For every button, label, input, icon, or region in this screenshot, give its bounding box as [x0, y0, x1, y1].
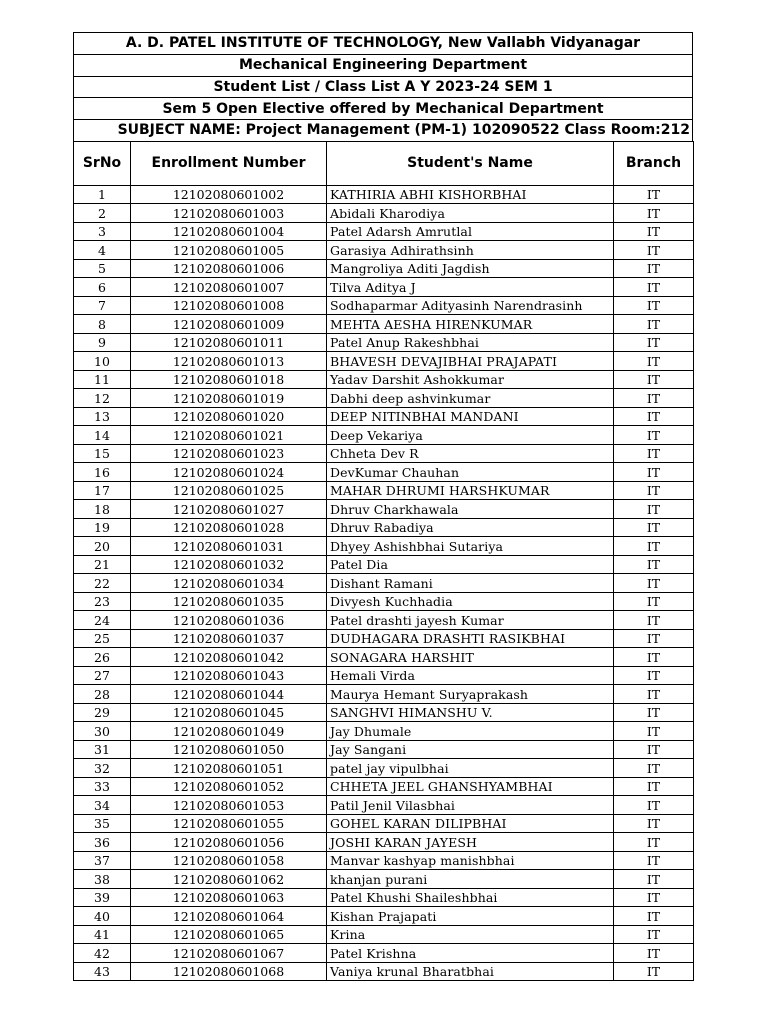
branch-cell: IT — [614, 907, 694, 926]
table-row — [74, 907, 694, 926]
table-row — [74, 629, 694, 648]
branch-cell: IT — [614, 759, 694, 778]
branch-cell: IT — [614, 259, 694, 278]
srno-cell: 26 — [74, 648, 131, 667]
table-row — [74, 925, 694, 944]
enrollment-cell: 12102080601019 — [131, 389, 327, 408]
srno-cell: 34 — [74, 796, 131, 815]
table-row — [74, 389, 694, 408]
branch-cell: IT — [614, 685, 694, 704]
table-row — [74, 296, 694, 315]
enrollment-cell: 12102080601031 — [131, 537, 327, 556]
srno-cell: 18 — [74, 500, 131, 519]
student-name-cell: DUDHAGARA DRASHTI RASIKBHAI — [327, 629, 614, 648]
srno-cell: 17 — [74, 481, 131, 500]
srno-cell: 20 — [74, 537, 131, 556]
branch-cell: IT — [614, 925, 694, 944]
srno-cell: 24 — [74, 611, 131, 630]
srno-cell: 27 — [74, 666, 131, 685]
student-name-cell: Patel Anup Rakeshbhai — [327, 333, 614, 352]
enrollment-cell: 12102080601034 — [131, 574, 327, 593]
enrollment-cell: 12102080601035 — [131, 592, 327, 611]
srno-cell: 1 — [74, 185, 131, 204]
table-row — [74, 315, 694, 334]
student-name-cell: Manvar kashyap manishbhai — [327, 851, 614, 870]
student-name-cell: Yadav Darshit Ashokkumar — [327, 370, 614, 389]
branch-cell: IT — [614, 722, 694, 741]
srno-cell: 29 — [74, 703, 131, 722]
srno-cell: 39 — [74, 888, 131, 907]
srno-cell: 43 — [74, 962, 131, 981]
enrollment-cell: 12102080601043 — [131, 666, 327, 685]
table-row — [74, 796, 694, 815]
branch-cell: IT — [614, 796, 694, 815]
srno-cell: 25 — [74, 629, 131, 648]
student-name-cell: Patel Krishna — [327, 944, 614, 963]
enrollment-cell: 12102080601058 — [131, 851, 327, 870]
table-row — [74, 777, 694, 796]
branch-cell: IT — [614, 518, 694, 537]
srno-cell: 8 — [74, 315, 131, 334]
branch-cell: IT — [614, 555, 694, 574]
branch-cell: IT — [614, 611, 694, 630]
table-row — [74, 500, 694, 519]
srno-cell: 14 — [74, 426, 131, 445]
enrollment-cell: 12102080601050 — [131, 740, 327, 759]
srno-cell: 32 — [74, 759, 131, 778]
branch-cell: IT — [614, 888, 694, 907]
enrollment-cell: 12102080601024 — [131, 463, 327, 482]
table-row — [74, 888, 694, 907]
branch-cell: IT — [614, 833, 694, 852]
branch-cell: IT — [614, 814, 694, 833]
srno-cell: 16 — [74, 463, 131, 482]
branch-cell: IT — [614, 389, 694, 408]
branch-cell: IT — [614, 962, 694, 981]
branch-cell: IT — [614, 500, 694, 519]
enrollment-cell: 12102080601018 — [131, 370, 327, 389]
table-row — [74, 703, 694, 722]
branch-cell: IT — [614, 315, 694, 334]
branch-cell: IT — [614, 629, 694, 648]
branch-cell: IT — [614, 537, 694, 556]
student-name-cell: Dhyey Ashishbhai Sutariya — [327, 537, 614, 556]
enrollment-cell: 12102080601063 — [131, 888, 327, 907]
table-row — [74, 740, 694, 759]
srno-cell: 23 — [74, 592, 131, 611]
table-row — [74, 444, 694, 463]
branch-cell: IT — [614, 463, 694, 482]
student-table — [73, 141, 694, 982]
student-name-cell: Abidali Kharodiya — [327, 204, 614, 223]
enrollment-cell: 12102080601053 — [131, 796, 327, 815]
table-row — [74, 592, 694, 611]
branch-cell: IT — [614, 648, 694, 667]
branch-cell: IT — [614, 333, 694, 352]
srno-cell: 33 — [74, 777, 131, 796]
student-name-cell: Mangroliya Aditi Jagdish — [327, 259, 614, 278]
enrollment-cell: 12102080601007 — [131, 278, 327, 297]
enrollment-cell: 12102080601021 — [131, 426, 327, 445]
branch-cell: IT — [614, 592, 694, 611]
enrollment-cell: 12102080601005 — [131, 241, 327, 260]
table-row — [74, 185, 694, 204]
list-title: Student List / Class List A Y 2023-24 SEM 1 — [73, 76, 693, 98]
table-row — [74, 611, 694, 630]
student-name-cell: Patel Dia — [327, 555, 614, 574]
table-row — [74, 555, 694, 574]
enrollment-cell: 12102080601020 — [131, 407, 327, 426]
student-name-cell: Jay Dhumale — [327, 722, 614, 741]
srno-cell: 19 — [74, 518, 131, 537]
srno-cell: 3 — [74, 222, 131, 241]
branch-cell: IT — [614, 666, 694, 685]
enrollment-cell: 12102080601011 — [131, 333, 327, 352]
table-row — [74, 352, 694, 371]
enrollment-cell: 12102080601055 — [131, 814, 327, 833]
srno-cell: 12 — [74, 389, 131, 408]
branch-cell: IT — [614, 944, 694, 963]
student-name-cell: Dabhi deep ashvinkumar — [327, 389, 614, 408]
srno-cell: 6 — [74, 278, 131, 297]
table-row — [74, 481, 694, 500]
branch-cell: IT — [614, 370, 694, 389]
branch-cell: IT — [614, 777, 694, 796]
student-name-cell: DevKumar Chauhan — [327, 463, 614, 482]
srno-cell: 40 — [74, 907, 131, 926]
srno-cell: 35 — [74, 814, 131, 833]
department-title: Mechanical Engineering Department — [73, 54, 693, 76]
srno-cell: 37 — [74, 851, 131, 870]
srno-cell: 5 — [74, 259, 131, 278]
branch-cell: IT — [614, 352, 694, 371]
enrollment-cell: 12102080601009 — [131, 315, 327, 334]
table-row — [74, 370, 694, 389]
enrollment-cell: 12102080601025 — [131, 481, 327, 500]
table-row — [74, 759, 694, 778]
table-row — [74, 241, 694, 260]
column-header-branch: Branch — [614, 141, 694, 185]
table-row — [74, 204, 694, 223]
column-header-enrollment: Enrollment Number — [131, 141, 327, 185]
branch-cell: IT — [614, 703, 694, 722]
branch-cell: IT — [614, 574, 694, 593]
srno-cell: 15 — [74, 444, 131, 463]
table-row — [74, 814, 694, 833]
student-name-cell: Krina — [327, 925, 614, 944]
srno-cell: 11 — [74, 370, 131, 389]
enrollment-cell: 12102080601036 — [131, 611, 327, 630]
student-name-cell: Patel Khushi Shaileshbhai — [327, 888, 614, 907]
student-name-cell: MAHAR DHRUMI HARSHKUMAR — [327, 481, 614, 500]
srno-cell: 31 — [74, 740, 131, 759]
student-name-cell: Patel drashti jayesh Kumar — [327, 611, 614, 630]
srno-cell: 10 — [74, 352, 131, 371]
student-name-cell: Patel Adarsh Amrutlal — [327, 222, 614, 241]
column-header-name: Student's Name — [327, 141, 614, 185]
student-name-cell: Deep Vekariya — [327, 426, 614, 445]
table-row — [74, 722, 694, 741]
branch-cell: IT — [614, 444, 694, 463]
enrollment-cell: 12102080601044 — [131, 685, 327, 704]
student-name-cell: BHAVESH DEVAJIBHAI PRAJAPATI — [327, 352, 614, 371]
srno-cell: 9 — [74, 333, 131, 352]
branch-cell: IT — [614, 407, 694, 426]
enrollment-cell: 12102080601062 — [131, 870, 327, 889]
enrollment-cell: 12102080601056 — [131, 833, 327, 852]
enrollment-cell: 12102080601008 — [131, 296, 327, 315]
branch-cell: IT — [614, 222, 694, 241]
enrollment-cell: 12102080601028 — [131, 518, 327, 537]
subject-title: SUBJECT NAME: Project Management (PM-1) 102090522 Class Room:212 — [73, 119, 693, 141]
table-row — [74, 962, 694, 981]
student-name-cell: Patil Jenil Vilasbhai — [327, 796, 614, 815]
enrollment-cell: 12102080601068 — [131, 962, 327, 981]
student-name-cell: Sodhaparmar Adityasinh Narendrasinh — [327, 296, 614, 315]
srno-cell: 28 — [74, 685, 131, 704]
enrollment-cell: 12102080601067 — [131, 944, 327, 963]
enrollment-cell: 12102080601064 — [131, 907, 327, 926]
branch-cell: IT — [614, 241, 694, 260]
enrollment-cell: 12102080601032 — [131, 555, 327, 574]
table-row — [74, 666, 694, 685]
student-name-cell: CHHETA JEEL GHANSHYAMBHAI — [327, 777, 614, 796]
branch-cell: IT — [614, 481, 694, 500]
srno-cell: 36 — [74, 833, 131, 852]
srno-cell: 21 — [74, 555, 131, 574]
student-name-cell: Dhruv Rabadiya — [327, 518, 614, 537]
table-row — [74, 463, 694, 482]
branch-cell: IT — [614, 278, 694, 297]
table-row — [74, 851, 694, 870]
enrollment-cell: 12102080601037 — [131, 629, 327, 648]
srno-cell: 2 — [74, 204, 131, 223]
branch-cell: IT — [614, 185, 694, 204]
student-name-cell: Tilva Aditya J — [327, 278, 614, 297]
student-name-cell: SANGHVI HIMANSHU V. — [327, 703, 614, 722]
student-name-cell: khanjan purani — [327, 870, 614, 889]
column-header-srno: SrNo — [74, 141, 131, 185]
table-row — [74, 870, 694, 889]
enrollment-cell: 12102080601045 — [131, 703, 327, 722]
table-row — [74, 833, 694, 852]
branch-cell: IT — [614, 204, 694, 223]
elective-title: Sem 5 Open Elective offered by Mechanical Department — [73, 97, 693, 119]
enrollment-cell: 12102080601002 — [131, 185, 327, 204]
table-header-row — [74, 141, 694, 185]
student-name-cell: SONAGARA HARSHIT — [327, 648, 614, 667]
table-row — [74, 222, 694, 241]
student-name-cell: Dhruv Charkhawala — [327, 500, 614, 519]
table-row — [74, 333, 694, 352]
branch-cell: IT — [614, 426, 694, 445]
student-name-cell: MEHTA AESHA HIRENKUMAR — [327, 315, 614, 334]
srno-cell: 7 — [74, 296, 131, 315]
enrollment-cell: 12102080601013 — [131, 352, 327, 371]
enrollment-cell: 12102080601049 — [131, 722, 327, 741]
student-name-cell: JOSHI KARAN JAYESH — [327, 833, 614, 852]
class-list-sheet — [73, 32, 693, 981]
institute-title: A. D. PATEL INSTITUTE OF TECHNOLOGY, New Vallabh Vidyanagar — [73, 32, 693, 54]
branch-cell: IT — [614, 740, 694, 759]
student-name-cell: Vaniya krunal Bharatbhai — [327, 962, 614, 981]
student-name-cell: DEEP NITINBHAI MANDANI — [327, 407, 614, 426]
table-row — [74, 259, 694, 278]
srno-cell: 41 — [74, 925, 131, 944]
student-name-cell: Hemali Virda — [327, 666, 614, 685]
student-name-cell: Kishan Prajapati — [327, 907, 614, 926]
table-row — [74, 278, 694, 297]
enrollment-cell: 12102080601027 — [131, 500, 327, 519]
srno-cell: 4 — [74, 241, 131, 260]
student-name-cell: Maurya Hemant Suryaprakash — [327, 685, 614, 704]
enrollment-cell: 12102080601052 — [131, 777, 327, 796]
table-row — [74, 426, 694, 445]
enrollment-cell: 12102080601004 — [131, 222, 327, 241]
table-row — [74, 537, 694, 556]
table-row — [74, 685, 694, 704]
student-rows — [74, 185, 694, 981]
srno-cell: 30 — [74, 722, 131, 741]
student-name-cell: GOHEL KARAN DILIPBHAI — [327, 814, 614, 833]
enrollment-cell: 12102080601023 — [131, 444, 327, 463]
srno-cell: 22 — [74, 574, 131, 593]
table-row — [74, 518, 694, 537]
enrollment-cell: 12102080601003 — [131, 204, 327, 223]
table-row — [74, 648, 694, 667]
student-name-cell: Jay Sangani — [327, 740, 614, 759]
student-name-cell: Chheta Dev R — [327, 444, 614, 463]
enrollment-cell: 12102080601006 — [131, 259, 327, 278]
student-name-cell: Garasiya Adhirathsinh — [327, 241, 614, 260]
table-row — [74, 407, 694, 426]
table-row — [74, 944, 694, 963]
enrollment-cell: 12102080601051 — [131, 759, 327, 778]
branch-cell: IT — [614, 296, 694, 315]
student-name-cell: Divyesh Kuchhadia — [327, 592, 614, 611]
srno-cell: 13 — [74, 407, 131, 426]
branch-cell: IT — [614, 870, 694, 889]
student-name-cell: patel jay vipulbhai — [327, 759, 614, 778]
student-name-cell: Dishant Ramani — [327, 574, 614, 593]
table-row — [74, 574, 694, 593]
srno-cell: 38 — [74, 870, 131, 889]
enrollment-cell: 12102080601065 — [131, 925, 327, 944]
student-name-cell: KATHIRIA ABHI KISHORBHAI — [327, 185, 614, 204]
enrollment-cell: 12102080601042 — [131, 648, 327, 667]
branch-cell: IT — [614, 851, 694, 870]
srno-cell: 42 — [74, 944, 131, 963]
